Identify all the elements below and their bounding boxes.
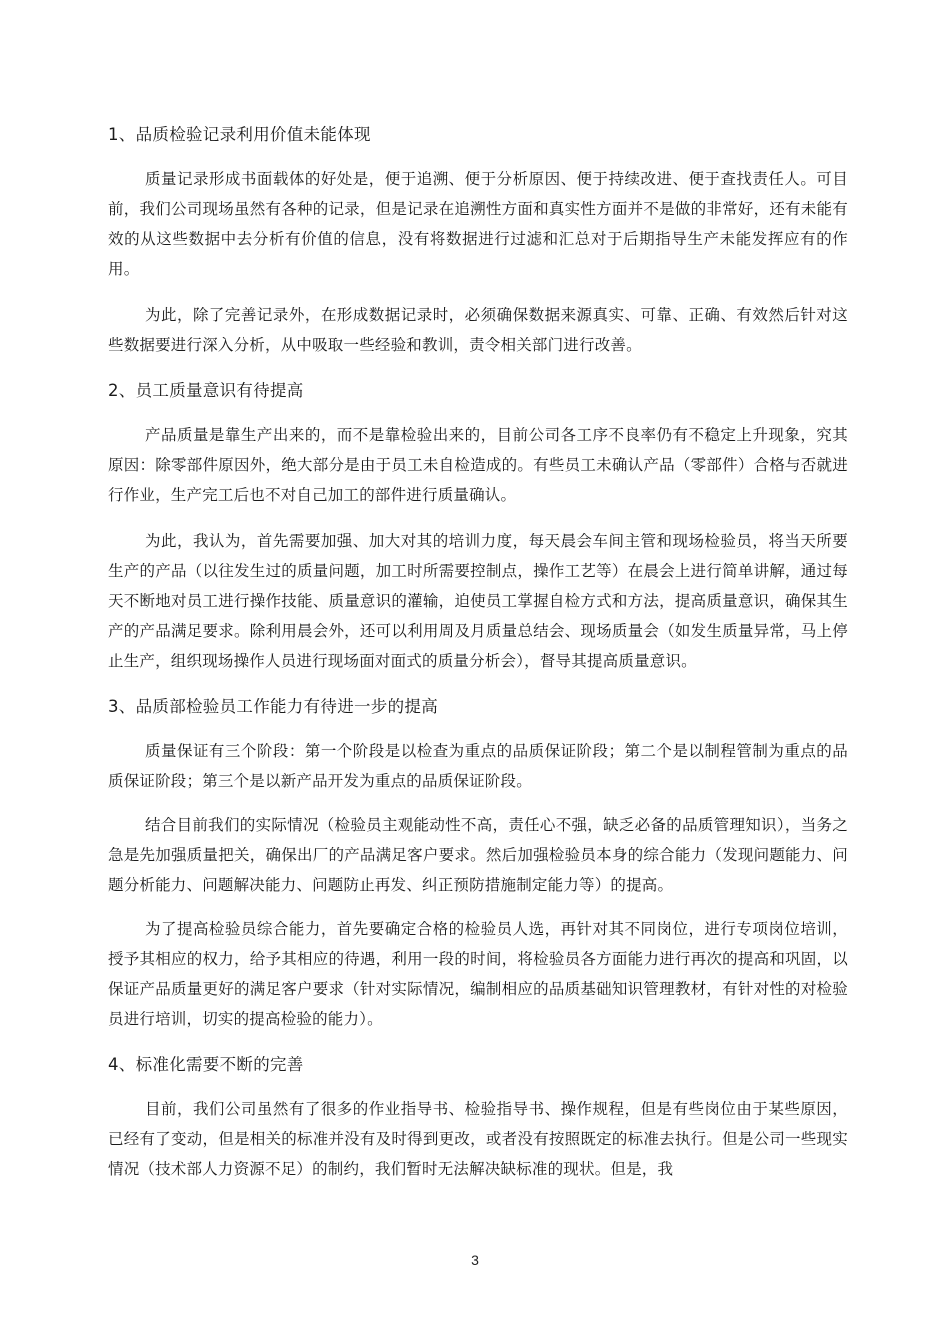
section-heading-1: 1、品质检验记录利用价值未能体现 (108, 125, 371, 144)
page-number: 3 (471, 1252, 479, 1268)
section-heading-2: 2、员工质量意识有待提高 (108, 381, 304, 400)
section-heading-4: 4、标准化需要不断的完善 (108, 1055, 304, 1074)
section-heading-3: 3、品质部检验员工作能力有待进一步的提高 (108, 697, 438, 716)
section-2-paragraph-1: 产品质量是靠生产出来的，而不是靠检验出来的，目前公司各工序不良率仍有不稳定上升现象，究其原因：除零部件原因外，绝大部分是由于员工未自检造成的。有些员工未确认产品（零部件）合格与否就进行作业，生产完工后也不对自己加工的部件进行质量确认。 (108, 426, 848, 504)
section-3-paragraph-1: 质量保证有三个阶段：第一个阶段是以检查为重点的品质保证阶段；第二个是以制程管制为重点的品质保证阶段；第三个是以新产品开发为重点的品质保证阶段。 (108, 742, 848, 790)
section-3-paragraph-3: 为了提高检验员综合能力，首先要确定合格的检验员人选，再针对其不同岗位，进行专项岗位培训，授予其相应的权力，给予其相应的待遇，利用一段的时间，将检验员各方面能力进行再次的提高和巩固，以保证产品质量更好的满足客户要求（针对实际情况，编制相应的品质基础知识管理教材，有针对性的对检验员进行培训，切实的提高检验的能力）。 (108, 920, 848, 1028)
document-body (108, 120, 848, 1200)
section-2-paragraph-2: 为此，我认为，首先需要加强、加大对其的培训力度，每天晨会车间主管和现场检验员，将当天所要生产的产品（以往发生过的质量问题，加工时所需要控制点，操作工艺等）在晨会上进行简单讲解，通过每天不断地对员工进行操作技能、质量意识的灌输，迫使员工掌握自检方式和方法，提高质量意识，确保其生产的产品满足要求。除利用晨会外，还可以利用周及月质量总结会、现场质量会（如发生质量异常，马上停止生产，组织现场操作人员进行现场面对面式的质量分析会），督导其提高质量意识。 (108, 532, 848, 670)
section-4-paragraph-1: 目前，我们公司虽然有了很多的作业指导书、检验指导书、操作规程，但是有些岗位由于某些原因，已经有了变动，但是相关的标准并没有及时得到更改，或者没有按照既定的标准去执行。但是公司一些现实情况（技术部人力资源不足）的制约，我们暂时无法解决缺标准的现状。但是，我 (108, 1100, 848, 1178)
section-1-paragraph-2: 为此，除了完善记录外，在形成数据记录时，必须确保数据来源真实、可靠、正确、有效然后针对这些数据要进行深入分析，从中吸取一些经验和教训，责令相关部门进行改善。 (108, 306, 848, 354)
section-3-paragraph-2: 结合目前我们的实际情况（检验员主观能动性不高，责任心不强，缺乏必备的品质管理知识），当务之急是先加强质量把关，确保出厂的产品满足客户要求。然后加强检验员本身的综合能力（发现问题能力、问题分析能力、问题解决能力、问题防止再发、纠正预防措施制定能力等）的提高。 (108, 816, 848, 894)
section-1-paragraph-1: 质量记录形成书面载体的好处是，便于追溯、便于分析原因、便于持续改进、便于查找责任人。可目前，我们公司现场虽然有各种的记录，但是记录在追溯性方面和真实性方面并不是做的非常好，还有未能有效的从这些数据中去分析有价值的信息，没有将数据进行过滤和汇总对于后期指导生产未能发挥应有的作用。 (108, 170, 848, 278)
